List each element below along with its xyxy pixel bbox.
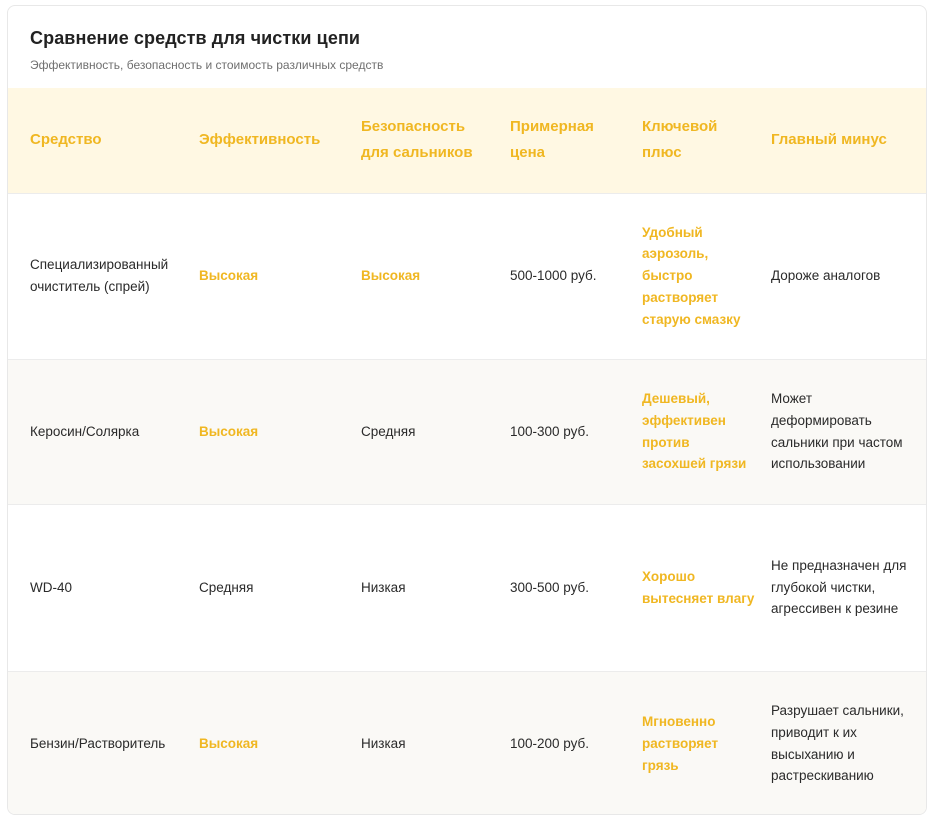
cell-pro: Удобный аэрозоль, быстро растворяет старую смазку: [642, 224, 741, 327]
cell-efficiency: Высокая: [199, 735, 259, 751]
card-subtitle: Эффективность, безопасность и стоимость различных средств: [30, 58, 384, 72]
cell-efficiency: Высокая: [199, 268, 259, 284]
cell-price: 500-1000 руб.: [510, 268, 597, 284]
comparison-card: [7, 5, 927, 815]
table-row: [8, 504, 927, 671]
cell-price: 100-300 руб.: [510, 423, 590, 439]
header-price: Примерная цена: [510, 118, 594, 162]
cell-efficiency: Высокая: [199, 423, 259, 439]
header-pro: Ключевой плюс: [642, 118, 718, 162]
table-row: [8, 671, 927, 815]
card-title: Сравнение средств для чистки цепи: [30, 28, 361, 48]
cell-safety: Низкая: [361, 735, 406, 751]
table-row: [8, 193, 927, 359]
cell-price: 300-500 руб.: [510, 579, 590, 595]
table-row: [8, 359, 927, 504]
cell-price: 100-200 руб.: [510, 735, 590, 751]
cell-safety: Средняя: [361, 423, 416, 439]
cell-con: Может деформировать сальники при частом использовании: [771, 391, 903, 472]
cell-con: Разрушает сальники, приводит к их высыханию и растрескиванию: [771, 703, 904, 784]
cell-product: Бензин/Растворитель: [30, 735, 166, 751]
header-safety: Безопасность для сальников: [361, 118, 473, 162]
cell-safety: Высокая: [361, 268, 421, 284]
table-header-row: [8, 88, 927, 193]
cell-pro: Дешевый, эффективен против засохшей грязи: [642, 391, 747, 472]
cell-efficiency: Средняя: [199, 579, 254, 595]
cell-product: WD-40: [30, 579, 73, 595]
comparison-table: [8, 88, 927, 815]
cell-con: Не предназначен для глубокой чистки, агрессивен к резине: [771, 557, 907, 617]
cell-safety: Низкая: [361, 579, 406, 595]
header-con: Главный минус: [771, 131, 887, 149]
header-product: Средство: [30, 131, 102, 149]
cell-product: Специализированный очиститель (спрей): [30, 257, 169, 294]
cell-pro: Хорошо вытесняет влагу: [642, 568, 755, 606]
cell-product: Керосин/Солярка: [30, 423, 140, 439]
header-efficiency: Эффективность: [199, 131, 321, 149]
cell-con: Дороже аналогов: [771, 268, 881, 284]
cell-pro: Мгновенно растворяет грязь: [642, 714, 719, 773]
